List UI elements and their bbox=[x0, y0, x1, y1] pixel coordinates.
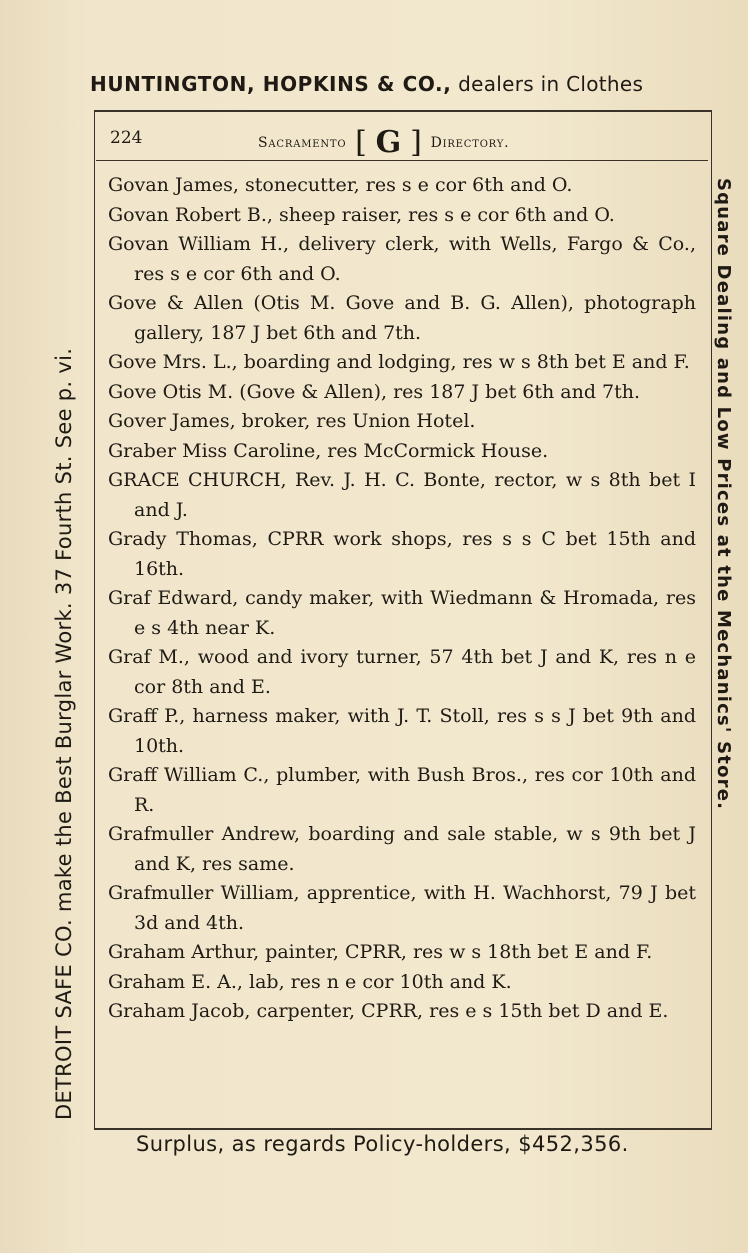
directory-entry: Gove & Allen (Otis M. Gove and B. G. Allen), photograph gallery, 187 J bet 6th and 7th. bbox=[108, 292, 696, 344]
directory-entry: Govan Robert B., sheep raiser, res s e cor 6th and O. bbox=[108, 203, 615, 226]
running-title-left: Sacramento bbox=[258, 135, 347, 151]
bracket-open: [ bbox=[355, 125, 367, 160]
directory-entry: Gover James, broker, res Union Hotel. bbox=[108, 410, 476, 432]
directory-entry: Graham Arthur, painter, CPRR, res w s 18th bet E and F. bbox=[108, 941, 653, 963]
running-title-right: Directory. bbox=[430, 135, 510, 151]
header-rule bbox=[96, 160, 708, 161]
directory-entry: Graham E. A., lab, res n e cor 10th and K. bbox=[108, 970, 512, 993]
bracket-close: ] bbox=[410, 125, 422, 160]
running-title bbox=[258, 120, 510, 160]
top-ad-firm: HUNTINGTON, HOPKINS & CO., bbox=[90, 72, 452, 96]
directory-entry: GRACE CHURCH, Rev. J. H. C. Bonte, rector, w s 8th bet I and J. bbox=[108, 469, 696, 521]
directory-entry: Graham Jacob, carpenter, CPRR, res e s 15th bet D and E. bbox=[108, 1000, 669, 1022]
directory-entry: Govan William H., delivery clerk, with Wells, Fargo & Co., res s e cor 6th and O. bbox=[108, 233, 696, 285]
page-header bbox=[108, 120, 698, 160]
directory-entry: Graf Edward, candy maker, with Wiedmann & Hromada, res e s 4th near K. bbox=[108, 587, 696, 639]
directory-entry: Gove Otis M. (Gove & Allen), res 187 J bet 6th and 7th. bbox=[108, 380, 641, 403]
directory-entry: Govan James, stonecutter, res s e cor 6th and O. bbox=[108, 174, 573, 196]
directory-entry: Grafmuller William, apprentice, with H. Wachhorst, 79 J bet 3d and 4th. bbox=[108, 882, 696, 934]
top-advertisement bbox=[90, 72, 720, 96]
directory-entry: Graff William C., plumber, with Bush Bros., res cor 10th and R. bbox=[108, 764, 696, 816]
directory-entries bbox=[108, 171, 696, 1027]
section-letter: G bbox=[375, 125, 402, 160]
directory-entry: Graber Miss Caroline, res McCormick House. bbox=[108, 439, 549, 462]
bottom-advertisement: Surplus, as regards Policy-holders, $452,356. bbox=[136, 1132, 629, 1156]
page-number: 224 bbox=[110, 128, 143, 148]
right-margin-advertisement: Square Dealing and Low Prices at the Mechanics' Store. bbox=[713, 178, 734, 811]
top-ad-tail: dealers in Clothes bbox=[451, 72, 644, 96]
directory-entry: Grafmuller Andrew, boarding and sale stable, w s 9th bet J and K, res same. bbox=[108, 823, 696, 875]
directory-entry: Graff P., harness maker, with J. T. Stoll, res s s J bet 9th and 10th. bbox=[108, 705, 696, 757]
left-margin-advertisement: DETROIT SAFE CO. make the Best Burglar Work. 37 Fourth St. See p. vi. bbox=[52, 347, 76, 1120]
directory-entry: Gove Mrs. L., boarding and lodging, res w s 8th bet E and F. bbox=[108, 351, 690, 373]
directory-entry: Grady Thomas, CPRR work shops, res s s C bet 15th and 16th. bbox=[108, 528, 696, 580]
directory-entry: Graf M., wood and ivory turner, 57 4th bet J and K, res n e cor 8th and E. bbox=[108, 646, 696, 698]
